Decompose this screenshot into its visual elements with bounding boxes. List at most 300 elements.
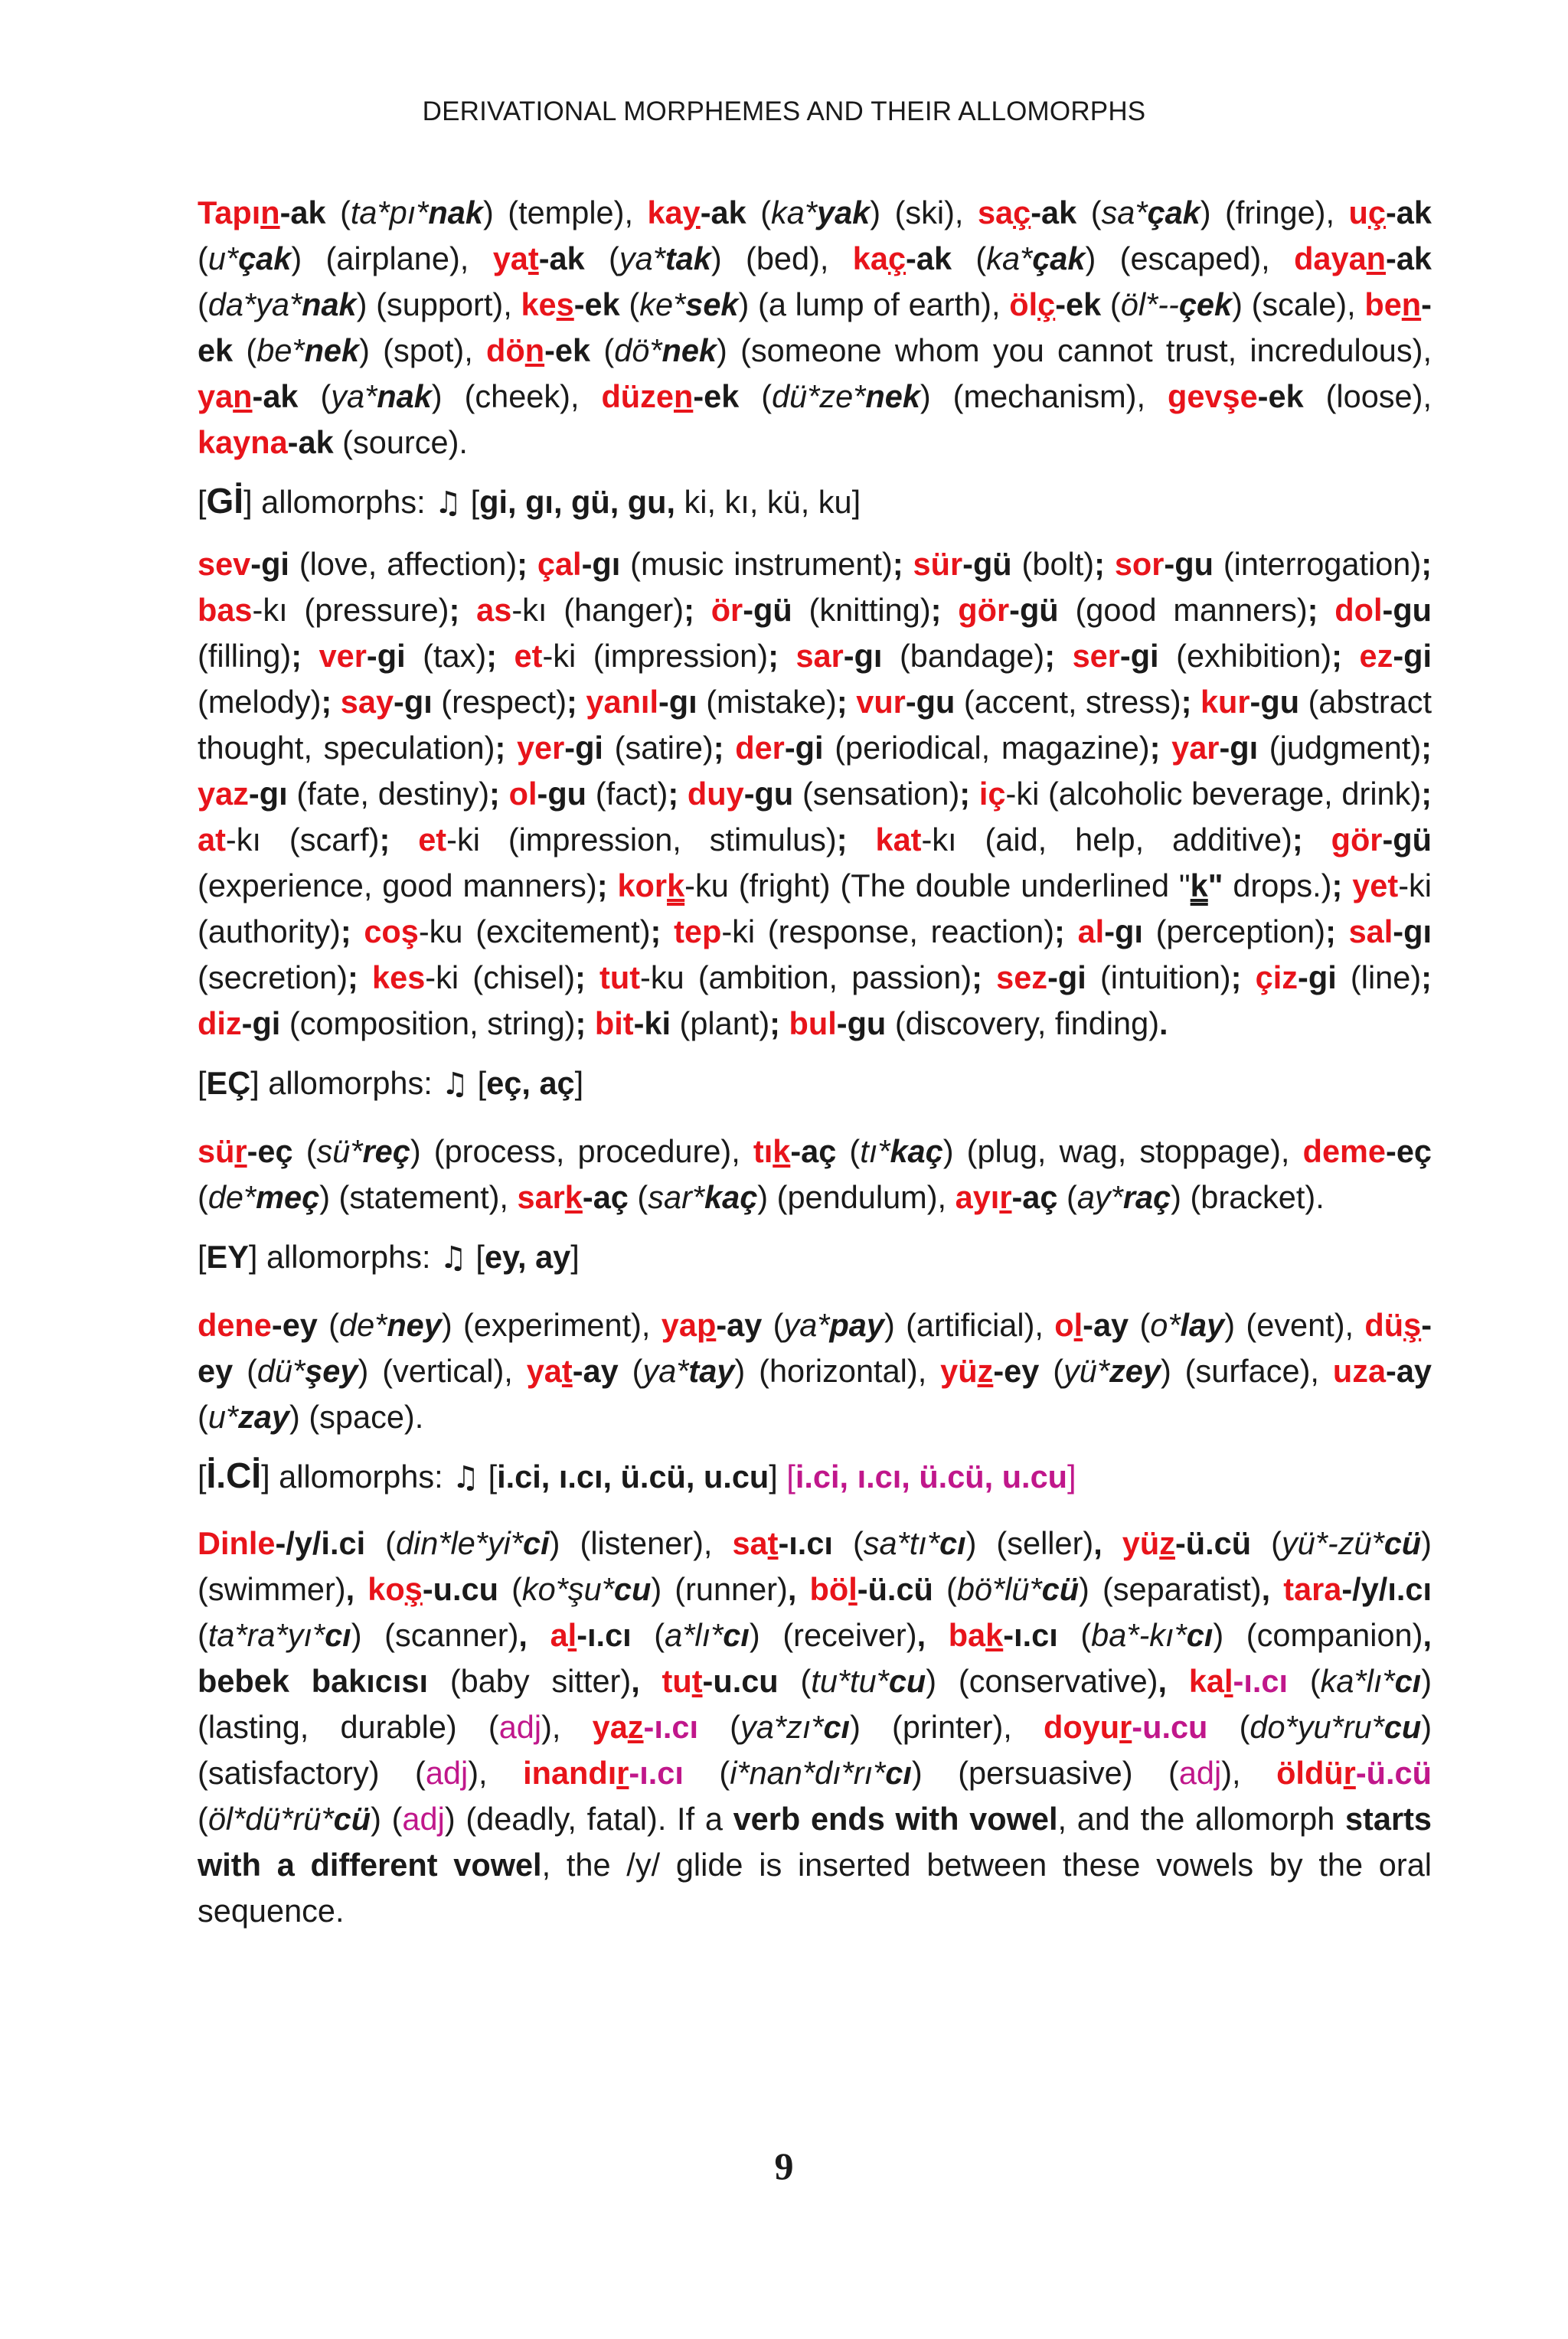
syllabification: yü*-zü* xyxy=(1281,1525,1384,1561)
suffix: ; xyxy=(684,592,694,628)
text-run xyxy=(1065,913,1078,949)
text-run: [ xyxy=(198,484,207,520)
text-run: ) (experiment), xyxy=(441,1307,662,1343)
syllabification: sar* xyxy=(648,1179,705,1215)
text-run xyxy=(390,822,418,858)
stressed-syllable: şey xyxy=(305,1353,358,1389)
stressed-syllable: raç xyxy=(1122,1179,1171,1215)
text-run: ( xyxy=(325,194,351,230)
suffix: ; xyxy=(769,1005,780,1041)
word-root: ya xyxy=(526,1353,562,1389)
suffix: -ak xyxy=(1386,240,1432,276)
word-root: dü xyxy=(1364,1307,1404,1343)
word-root: say xyxy=(340,684,394,720)
text-run: (perception) xyxy=(1142,913,1326,949)
suffix: , xyxy=(345,1571,368,1607)
text-run: ) ( xyxy=(371,1801,403,1837)
stressed-syllable: sek xyxy=(685,286,739,322)
suffix: -gi xyxy=(1047,959,1086,995)
word-root: sa xyxy=(977,194,1014,230)
suffix: -gu xyxy=(743,776,794,812)
word-root: sev xyxy=(198,546,251,582)
text-run: ) (runner) xyxy=(651,1571,788,1607)
word-root: o xyxy=(1054,1307,1074,1343)
text-run: ( xyxy=(365,1525,396,1561)
suffix: ; xyxy=(1292,822,1303,858)
suffix: -ay xyxy=(572,1353,619,1389)
text-run: ( xyxy=(739,378,773,414)
suffix: -ki xyxy=(633,1005,671,1041)
stressed-syllable: cı xyxy=(885,1755,912,1791)
text-run: (accent, stress) xyxy=(955,684,1181,720)
text-run: ( xyxy=(836,1133,861,1169)
root-final-consonant: z xyxy=(1159,1525,1175,1561)
word-root: at xyxy=(198,822,226,858)
stressed-syllable: cı xyxy=(1186,1617,1214,1653)
suffix: -gu xyxy=(1164,546,1214,582)
suffix: gi, gı, gü, gu, xyxy=(479,484,675,520)
text-run: -kı (pressure) xyxy=(252,592,449,628)
suffix: -ak xyxy=(700,194,746,230)
root-final-consonant: ç xyxy=(1013,194,1031,230)
text-run: ) (plug, wag, stoppage), xyxy=(942,1133,1303,1169)
text-run: (respect) xyxy=(432,684,567,720)
word-root: dö xyxy=(486,332,525,368)
stressed-syllable: çek xyxy=(1178,286,1233,322)
suffix: , xyxy=(1093,1525,1122,1561)
word-root: yanıl xyxy=(586,684,658,720)
word-root: Tapı xyxy=(198,194,261,230)
suffix: -ak xyxy=(906,240,952,276)
suffix: EÇ xyxy=(206,1065,251,1101)
suffix: -ak xyxy=(252,378,299,414)
category-label: adj xyxy=(402,1801,445,1837)
stressed-syllable: zay xyxy=(238,1399,289,1435)
text-run: (periodical, magazine) xyxy=(823,730,1150,766)
root-final-consonant: n xyxy=(524,332,545,368)
text-run: ) (deadly, fatal). If a xyxy=(444,1801,733,1837)
word-root: be xyxy=(1364,286,1402,322)
suffix: -gı xyxy=(1104,913,1143,949)
text-run: -ki (chisel) xyxy=(425,959,576,995)
syllabification: be* xyxy=(256,332,305,368)
text-run xyxy=(941,592,958,628)
category-label: adj xyxy=(1178,1755,1222,1791)
syllabification: ko*şu* xyxy=(521,1571,614,1607)
text-run: ) (a lump of earth), xyxy=(738,286,1010,322)
word-root: uza xyxy=(1332,1353,1387,1389)
running-head: DERIVATIONAL MORPHEMES AND THEIR ALLOMORPHS xyxy=(422,96,1146,126)
text-run: -kı (aid, help, additive) xyxy=(921,822,1292,858)
text-run: ( xyxy=(1251,1525,1282,1561)
suffix: -ı.cı xyxy=(1003,1617,1058,1653)
stressed-syllable: nak xyxy=(428,194,483,230)
suffix: -gü xyxy=(1009,592,1059,628)
category-label: ] xyxy=(1067,1459,1076,1495)
stressed-syllable: nak xyxy=(377,378,432,414)
word-root: ba xyxy=(948,1617,986,1653)
word-root: et xyxy=(514,638,543,674)
text-run: (judgment) xyxy=(1258,730,1422,766)
text-run xyxy=(678,776,688,812)
root-final-consonant: t xyxy=(767,1525,779,1561)
text-run xyxy=(358,959,372,995)
suffix: -gı xyxy=(1393,913,1432,949)
suffix: -gu xyxy=(905,684,956,720)
syllabification: bö*lü* xyxy=(956,1571,1042,1607)
root-final-consonant: n xyxy=(1366,240,1387,276)
word-root: tı xyxy=(753,1133,773,1169)
stressed-syllable: nek xyxy=(662,332,717,368)
text-run: ] allomorphs: xyxy=(248,1239,440,1275)
root-final-consonant: ş xyxy=(1403,1307,1422,1343)
word-root: ka xyxy=(852,240,888,276)
suffix: ; xyxy=(930,592,942,628)
suffix: ; xyxy=(379,822,390,858)
syllabification: yü* xyxy=(1063,1353,1110,1389)
suffix: starts with a different vowel xyxy=(198,1801,1432,1883)
suffix: ; xyxy=(1044,638,1056,674)
text-run: ) (statement), xyxy=(319,1179,518,1215)
stressed-syllable: cı xyxy=(723,1617,750,1653)
syllabification: ka* xyxy=(986,240,1033,276)
stressed-syllable: nek xyxy=(865,378,920,414)
syllabification: sa*tı* xyxy=(863,1525,939,1561)
suffix: ; xyxy=(291,638,302,674)
suffix: -gi xyxy=(1119,638,1159,674)
text-run: ( xyxy=(1101,286,1121,322)
suffix-variant: -ı.cı xyxy=(629,1755,684,1791)
text-run xyxy=(497,638,514,674)
text-run: (mistake) xyxy=(697,684,837,720)
text-run xyxy=(1191,684,1200,720)
word-root: bas xyxy=(198,592,253,628)
text-run xyxy=(903,546,913,582)
word-root: yü xyxy=(1122,1525,1160,1561)
stressed-syllable: cü xyxy=(1383,1525,1422,1561)
word-root: kayna xyxy=(198,424,288,460)
syllabification: tı* xyxy=(860,1133,890,1169)
root-final-consonant: l xyxy=(848,1571,858,1607)
text-run: ( xyxy=(317,1307,340,1343)
suffix: ; xyxy=(1331,638,1342,674)
suffix: -gu xyxy=(836,1005,887,1041)
suffix: ; xyxy=(1307,592,1318,628)
suffix: ; xyxy=(575,959,586,995)
text-run: ) (separatist) xyxy=(1079,1571,1262,1607)
text-run: -ku (excitement) xyxy=(418,913,651,949)
suffix: -ı.cı xyxy=(778,1525,833,1561)
text-run: ) (escaped), xyxy=(1085,240,1295,276)
text-run: ) (fringe), xyxy=(1200,194,1349,230)
word-root: ör xyxy=(710,592,743,628)
suffix: -ak xyxy=(279,194,326,230)
text-run: ) (scale), xyxy=(1232,286,1365,322)
text-run xyxy=(302,638,319,674)
suffix: ; xyxy=(836,684,848,720)
word-root: dene xyxy=(198,1307,272,1343)
text-run: (plant) xyxy=(671,1005,770,1041)
text-run: (bandage) xyxy=(882,638,1045,674)
root-final-consonant: p xyxy=(696,1307,717,1343)
text-run: (fact) xyxy=(586,776,668,812)
text-run xyxy=(970,776,979,812)
suffix: ; xyxy=(449,592,460,628)
text-run xyxy=(608,867,618,903)
syllabification: ya* xyxy=(331,378,377,414)
suffix: -ey xyxy=(271,1307,318,1343)
syllabification: dü* xyxy=(256,1353,305,1389)
page-number: 9 xyxy=(774,2145,794,2187)
suffix: ; xyxy=(892,546,903,582)
word-root: yet xyxy=(1352,867,1399,903)
word-root: u xyxy=(1348,194,1368,230)
text-run: , and the allomorph xyxy=(1057,1801,1345,1837)
text-run: ( xyxy=(1057,1617,1092,1653)
word-root: ya xyxy=(661,1307,697,1343)
suffix-variant: -ı.cı xyxy=(643,1709,699,1745)
word-root: yar xyxy=(1171,730,1220,766)
word-root: vur xyxy=(856,684,906,720)
text-run: ) (temple), xyxy=(482,194,648,230)
suffix: -aç xyxy=(582,1179,629,1215)
suffix: -u.cu xyxy=(702,1663,779,1699)
text-run: -ki (alcoholic beverage, drink) xyxy=(1005,776,1422,812)
root-final-consonant: t xyxy=(561,1353,573,1389)
stressed-syllable: pay xyxy=(829,1307,884,1343)
text-run: ) (printer), xyxy=(850,1709,1044,1745)
text-run xyxy=(1160,730,1171,766)
suffix: -ak xyxy=(1385,194,1432,230)
root-final-consonant: z xyxy=(627,1709,644,1745)
word-root: ya xyxy=(592,1709,628,1745)
root-final-consonant: ç xyxy=(887,240,906,276)
suffix: -gi xyxy=(1298,959,1337,995)
word-root: yü xyxy=(940,1353,978,1389)
text-run xyxy=(1342,638,1360,674)
suffix: -ü.cü xyxy=(857,1571,933,1607)
stressed-syllable: cı xyxy=(325,1617,351,1653)
syllabification: sü* xyxy=(316,1133,363,1169)
allomorph-header-gi xyxy=(198,478,1432,526)
stressed-syllable: cı xyxy=(1394,1663,1422,1699)
text-run: (abstract thought, speculation) xyxy=(198,684,1432,766)
text-run: ] xyxy=(574,1065,584,1101)
suffix: -ak xyxy=(287,424,334,460)
allomorph-header-ici xyxy=(198,1452,1432,1501)
category-label: [ xyxy=(786,1459,795,1495)
suffix: ; xyxy=(1094,546,1105,582)
syllabification: a*lı* xyxy=(665,1617,724,1653)
suffix: -ek xyxy=(693,378,740,414)
syllabification: o* xyxy=(1150,1307,1181,1343)
text-run: (fate, destiny) xyxy=(287,776,490,812)
text-run: ( xyxy=(198,1617,208,1653)
word-root: coş xyxy=(364,913,419,949)
text-run: -ki (impression, stimulus) xyxy=(446,822,837,858)
suffix: ; xyxy=(972,959,982,995)
word-root: bö xyxy=(809,1571,849,1607)
stressed-syllable: nak xyxy=(302,286,357,322)
text-run: -ku (fright) (The double underlined " xyxy=(684,867,1191,903)
root-final-consonant: r xyxy=(1119,1709,1132,1745)
text-run: ) (airplane), xyxy=(291,240,493,276)
root-final-consonant: t xyxy=(691,1663,703,1699)
text-run: (bolt) xyxy=(1011,546,1095,582)
stressed-syllable: cü xyxy=(1041,1571,1080,1607)
allomorph-header-ey xyxy=(198,1234,1432,1281)
text-run: ( xyxy=(1288,1663,1321,1699)
root-final-consonant: z xyxy=(977,1353,994,1389)
text-run: [ xyxy=(469,1065,487,1101)
stressed-syllable: çak xyxy=(1147,194,1200,230)
root-final-consonant: ç xyxy=(1037,286,1056,322)
suffix: -ek xyxy=(1257,378,1304,414)
text-run: ( xyxy=(198,240,208,276)
text-run xyxy=(848,822,876,858)
text-run xyxy=(982,959,996,995)
text-run xyxy=(848,684,857,720)
text-run: ) (satisfactory) ( xyxy=(198,1709,1432,1791)
suffix: -ay xyxy=(716,1307,763,1343)
text-run: [ xyxy=(198,1239,207,1275)
syllabification: öl*dü*rü* xyxy=(207,1801,334,1837)
word-root: düze xyxy=(601,378,674,414)
text-run xyxy=(1303,822,1331,858)
text-run: (tax) xyxy=(405,638,487,674)
text-run: ), xyxy=(1221,1755,1277,1791)
word-root: çiz xyxy=(1255,959,1298,995)
word-root: der xyxy=(735,730,785,766)
word-root: gör xyxy=(958,592,1010,628)
text-run: -ki (response, reaction) xyxy=(721,913,1055,949)
word-root: iç xyxy=(978,776,1006,812)
suffix: ; xyxy=(1054,913,1065,949)
suffix: EY xyxy=(206,1239,249,1275)
word-root: bit xyxy=(594,1005,634,1041)
text-run: ) (spot), xyxy=(359,332,487,368)
suffix: -ak xyxy=(538,240,585,276)
text-run: ) (space). xyxy=(289,1399,424,1435)
text-run: (music instrument) xyxy=(620,546,893,582)
suffix: ; xyxy=(486,638,497,674)
word-root: doyu xyxy=(1043,1709,1120,1745)
stressed-syllable: ci xyxy=(523,1525,550,1561)
text-run: ( xyxy=(619,286,640,322)
text-run xyxy=(528,546,537,582)
text-run: ( xyxy=(298,378,332,414)
word-root: sal xyxy=(1348,913,1393,949)
suffix: -ek xyxy=(1055,286,1102,322)
stressed-syllable: ney xyxy=(387,1307,442,1343)
word-root: öldü xyxy=(1276,1755,1344,1791)
syllabification: öl*-- xyxy=(1120,286,1179,322)
root-final-consonant: n xyxy=(260,194,280,230)
root-final-consonant: r xyxy=(999,1179,1012,1215)
root-final-consonant: k xyxy=(773,1133,791,1169)
suffix: ; xyxy=(517,546,528,582)
syllabification: ta*pı* xyxy=(350,194,429,230)
syllabification: ay* xyxy=(1076,1179,1123,1215)
text-run xyxy=(1055,638,1073,674)
text-run: (knitting) xyxy=(792,592,931,628)
suffix: -gı xyxy=(394,684,433,720)
text-run: ] allomorphs: xyxy=(243,484,435,520)
text-run: (loose), xyxy=(1303,378,1432,414)
text-run: [ xyxy=(198,1459,207,1495)
morpheme-label: İ.Cİ xyxy=(206,1455,262,1495)
word-root: gevşe xyxy=(1168,378,1258,414)
text-run: ) (bracket). xyxy=(1171,1179,1325,1215)
suffix: -/y/ı.cı xyxy=(1341,1571,1432,1607)
text-run: ( xyxy=(698,1709,741,1745)
word-root: kor xyxy=(617,867,668,903)
text-run xyxy=(500,776,509,812)
text-run: ) (conservative) xyxy=(926,1663,1158,1699)
text-run xyxy=(1318,592,1334,628)
root-final-consonant: r xyxy=(616,1755,629,1791)
root-final-consonant: l xyxy=(567,1617,577,1653)
stressed-syllable: cı xyxy=(939,1525,966,1561)
text-run: , the /y/ glide is inserted between these vowels by the oral sequence. xyxy=(198,1847,1432,1929)
suffix: ; xyxy=(489,776,500,812)
text-run: ) (receiver) xyxy=(749,1617,917,1653)
text-run: ) (bed), xyxy=(710,240,853,276)
music-note-icon: ♫ xyxy=(434,485,462,521)
word-root: dol xyxy=(1334,592,1383,628)
text-run xyxy=(1105,546,1115,582)
text-run: (exhibition) xyxy=(1158,638,1332,674)
text-run: -kı (hanger) xyxy=(511,592,684,628)
word-root: daya xyxy=(1294,240,1367,276)
syllabification: din*le*yi* xyxy=(395,1525,524,1561)
text-run: ) (ski), xyxy=(870,194,978,230)
text-run xyxy=(661,913,674,949)
text-run: ] allomorphs: xyxy=(261,1459,452,1495)
text-run: ( xyxy=(198,1801,208,1837)
syllabification: dö* xyxy=(614,332,662,368)
word-root: ez xyxy=(1359,638,1393,674)
suffix: -ek xyxy=(198,286,1432,368)
text-run: ( xyxy=(832,1525,864,1561)
text-run: ) (support), xyxy=(356,286,521,322)
stressed-syllable: lay xyxy=(1180,1307,1225,1343)
text-run: -ku (ambition, passion) xyxy=(640,959,972,995)
suffix: -ek xyxy=(573,286,620,322)
text-run: ( xyxy=(683,1755,730,1791)
suffix: -gü xyxy=(962,546,1012,582)
text-run: ) (surface), xyxy=(1160,1353,1333,1389)
text-run: ( xyxy=(233,1353,257,1389)
text-run xyxy=(332,684,341,720)
word-root: çal xyxy=(537,546,582,582)
suffix: -u.cu xyxy=(422,1571,498,1607)
word-root: kes xyxy=(372,959,426,995)
text-run: ), xyxy=(468,1755,524,1791)
suffix: -gü xyxy=(1382,822,1432,858)
word-root: ka xyxy=(1188,1663,1225,1699)
suffix: eç, aç xyxy=(486,1065,575,1101)
word-root: sar xyxy=(517,1179,565,1215)
word-root: yer xyxy=(516,730,565,766)
suffix: -gi xyxy=(241,1005,281,1041)
stressed-syllable: çak xyxy=(238,240,292,276)
suffix: ey, ay xyxy=(484,1239,571,1275)
music-note-icon: ♫ xyxy=(452,1460,480,1495)
syllabification: ta*ra*yı* xyxy=(207,1617,325,1653)
suffix: , xyxy=(1261,1571,1284,1607)
text-run: ) (seller) xyxy=(965,1525,1094,1561)
